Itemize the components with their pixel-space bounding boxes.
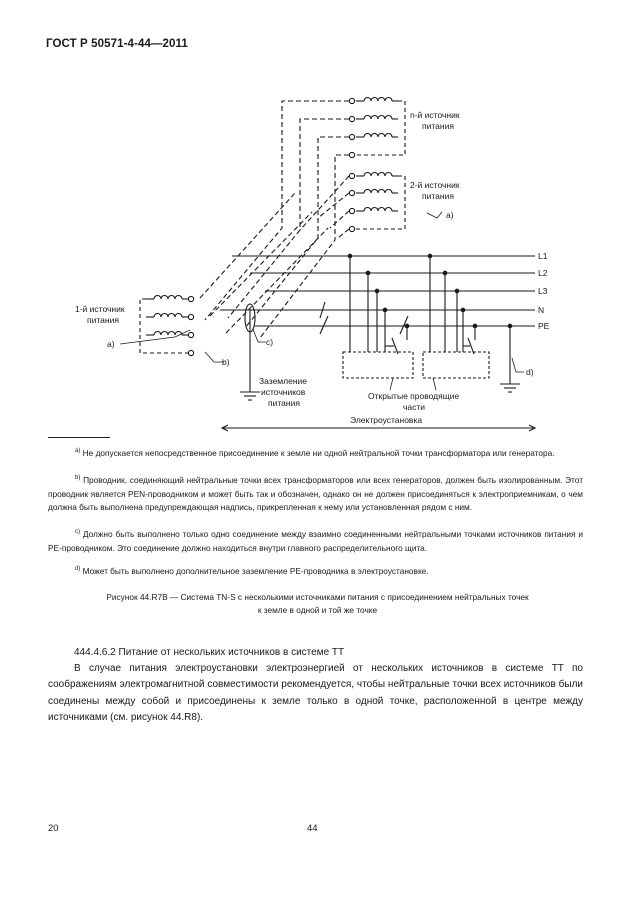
section-heading xyxy=(74,647,344,658)
figure-caption-line-2: к земле в одной и той же точке xyxy=(257,605,378,616)
body-paragraph xyxy=(48,661,583,727)
source-1-coils xyxy=(140,296,194,356)
footnote-d-text: Может быть выполнено дополнительное заземление PE-проводника в электроустановке. xyxy=(82,566,429,576)
footnote-d xyxy=(48,565,583,579)
figure-caption-line-1: Рисунок 44.R7B — Система TN-S с несколькими источниками питания с присоединением нейтральных точек xyxy=(106,592,529,602)
label-l1: L1 xyxy=(538,251,548,261)
installation-extent-arrow xyxy=(222,425,535,431)
section-number: 444.4.6.2 xyxy=(74,647,116,658)
source-1-label-1: 1-й источник xyxy=(75,304,125,314)
source-n-label-1: n-й источник xyxy=(410,110,460,120)
source-interconnect-dashed xyxy=(200,101,349,338)
figure-caption xyxy=(50,591,585,618)
exposed-parts-label-2: части xyxy=(403,402,426,412)
footnote-c-text: Должно быть выполнено только одно соединение между взаимно соединенными нейтральными точками источников питания и PE-проводником. Это соединение должно находиться внутри главного распределительного щита. xyxy=(48,529,583,553)
footnote-b-text: Проводник, соединяющий нейтральные точки всех трансформаторов или всех генераторов, должен быть изолированным. Этот проводник является PEN-проводником и может быть так и обозначен, однако он не должен присоединяться к электроприемникам, о чем должна быть выполнена предупреждающая надпись, прикрепленная к нему или установленная рядом с ним. xyxy=(48,475,584,513)
callout-a-left: a) xyxy=(107,339,115,349)
grounding-label-3: питания xyxy=(268,398,300,408)
section-title: Питание от нескольких источников в системе TT xyxy=(118,647,345,658)
source-n-label-2: питания xyxy=(422,121,454,131)
body-paragraph-text: В случае питания электроустановки электроэнергией от нескольких источников в системе TT по соображениям электромагнитной совместимости рекомендуется, чтобы нейтральные точки всех источников были соединены между собой и присоединены к земле только в одной точке, расположенной в центре между источниками (см. рисунок 44.R8). xyxy=(48,663,583,724)
document-header: ГОСТ Р 50571-4-44—2011 xyxy=(46,38,188,50)
callout-c: c) xyxy=(266,337,274,347)
callout-b: b) xyxy=(222,357,230,367)
grounding-label-2: источников xyxy=(261,387,306,397)
footnote-a-text: Не допускается непосредственное присоединение к земле ни одной нейтральной точки трансформатора или генератора. xyxy=(82,448,555,458)
label-l2: L2 xyxy=(538,268,548,278)
callout-d: d) xyxy=(526,367,534,377)
grounding-label-1: Заземление xyxy=(259,376,307,386)
tn-s-system-diagram xyxy=(0,0,630,440)
source-2-label-2: питания xyxy=(422,191,454,201)
source-2-coils xyxy=(349,173,405,232)
page-number-center: 44 xyxy=(307,823,318,834)
footnote-a-mark: a) xyxy=(75,448,81,454)
source-1-label-2: питания xyxy=(87,315,119,325)
label-l3: L3 xyxy=(538,286,548,296)
exposed-conductive-parts-boxes xyxy=(343,352,489,378)
footnote-c xyxy=(48,528,583,555)
installation-label: Электроустановка xyxy=(350,415,423,425)
footnote-d-mark: d) xyxy=(75,566,81,572)
callout-a-top: a) xyxy=(446,210,454,220)
footnote-a xyxy=(48,447,583,461)
footnote-b xyxy=(48,474,583,515)
exposed-parts-label-1: Открытые проводящие xyxy=(368,391,460,401)
footnote-c-mark: c) xyxy=(75,529,80,535)
page-number-left: 20 xyxy=(48,823,59,834)
source-n-coils xyxy=(349,98,405,158)
label-n: N xyxy=(538,305,545,315)
label-pe: PE xyxy=(538,321,550,331)
footnote-separator xyxy=(48,437,110,438)
footnote-b-mark: b) xyxy=(75,475,81,481)
source-2-label-1: 2-й источник xyxy=(410,180,460,190)
